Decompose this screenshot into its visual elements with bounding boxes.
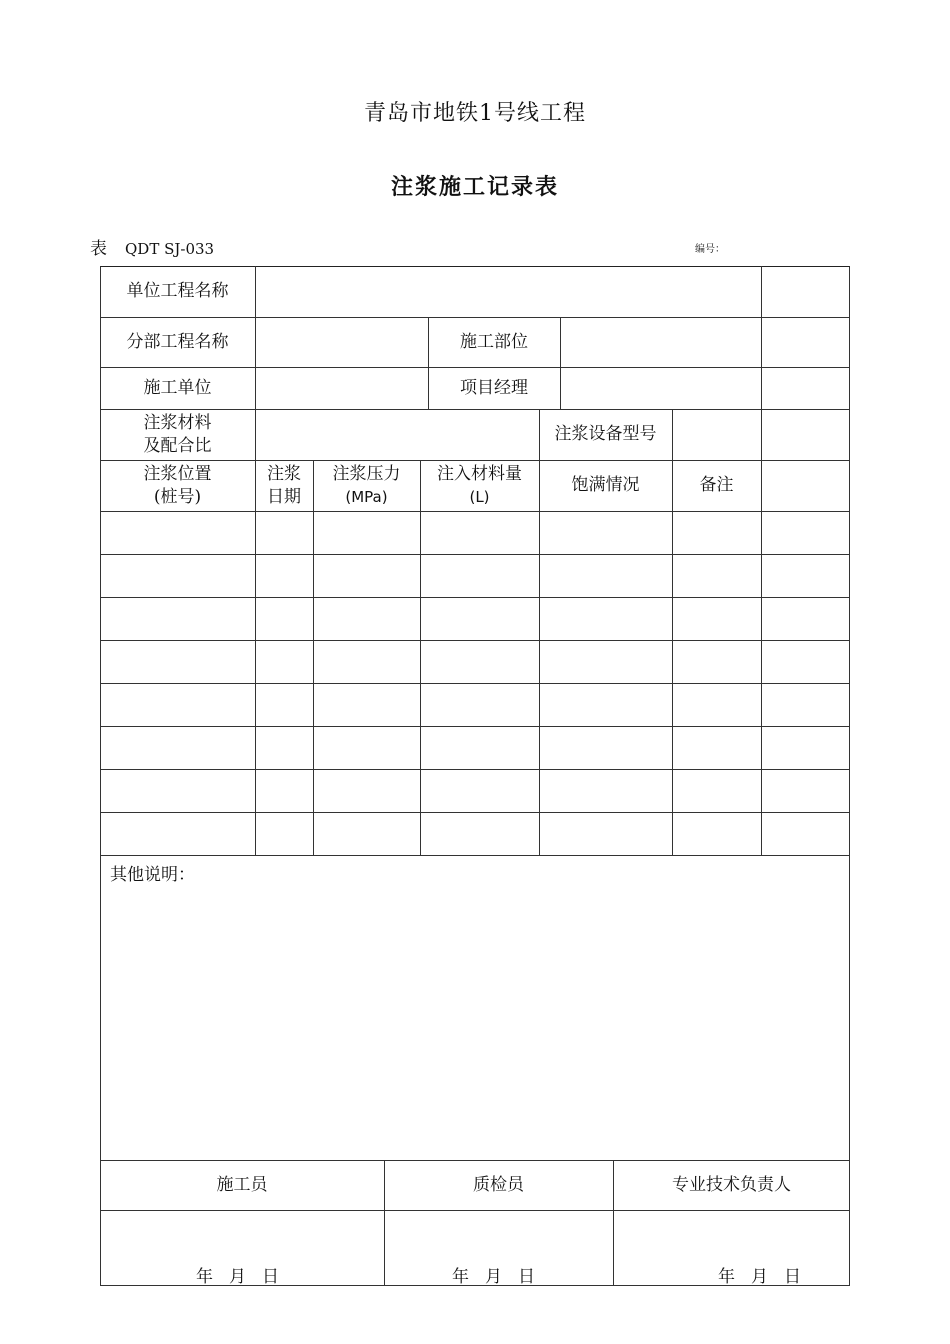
form-title: 注浆施工记录表 [390, 174, 559, 200]
position-header-line2: (桩号) [153, 486, 202, 507]
form-code-value: QDT SJ-033 [125, 240, 215, 258]
construction-part-label: 施工部位 [460, 331, 528, 352]
column-header-remarks: 备注 [699, 475, 734, 495]
form-code-label: 表 [90, 239, 107, 259]
row-divider [100, 855, 850, 856]
row-divider [100, 511, 850, 512]
grout-equipment-model-label: 注浆设备型号 [554, 424, 657, 444]
row-divider [100, 726, 850, 727]
row-divider [100, 1210, 850, 1211]
pressure-header-line2: (MPa) [345, 487, 388, 506]
form-code [90, 234, 214, 259]
sub-project-name-label: 分部工程名称 [126, 331, 229, 352]
column-divider [255, 266, 256, 855]
row-divider [100, 812, 850, 813]
grouting-record-table [100, 266, 850, 1286]
document-title: 青岛市地铁1号线工程 [364, 101, 586, 126]
column-header-volume [420, 460, 539, 511]
grout-material-label-line2: 及配合比 [143, 435, 212, 456]
pressure-header-line1: 注浆压力 [332, 463, 401, 484]
day-label: 日 [518, 1267, 535, 1287]
project-manager-label: 项目经理 [460, 377, 528, 398]
grout-material-label-line1: 注浆材料 [143, 412, 212, 433]
unit-project-name-label: 单位工程名称 [126, 281, 229, 301]
day-label: 日 [784, 1267, 801, 1287]
constructor-label: 施工员 [216, 1174, 268, 1195]
inspector-date [444, 1262, 543, 1287]
column-divider [420, 460, 421, 855]
volume-header-line1: 注入材料量 [437, 463, 522, 484]
row-divider [100, 554, 850, 555]
volume-header-line2: (L) [469, 487, 490, 506]
other-notes-label: 其他说明： [110, 865, 195, 885]
row-divider [100, 769, 850, 770]
year-label: 年 [718, 1267, 735, 1287]
column-divider [761, 266, 762, 855]
construction-unit-label: 施工单位 [143, 377, 212, 398]
tech-lead-date [710, 1262, 809, 1287]
date-header-line1: 注浆 [267, 463, 301, 484]
month-label: 月 [485, 1267, 502, 1287]
month-label: 月 [229, 1267, 246, 1287]
row-divider [100, 683, 850, 684]
grout-material-label [100, 409, 255, 460]
row-divider [100, 597, 850, 598]
year-label: 年 [196, 1267, 213, 1287]
column-divider [313, 460, 314, 855]
serial-number-label: 编号： [695, 244, 725, 255]
column-header-date [255, 460, 313, 511]
inspector-label: 质检员 [473, 1174, 524, 1195]
day-label: 日 [262, 1267, 279, 1287]
row-divider [100, 640, 850, 641]
position-header-line1: 注浆位置 [143, 463, 212, 484]
tech-lead-label: 专业技术负责人 [672, 1174, 791, 1195]
date-header-line2: 日期 [267, 486, 301, 507]
column-header-fullness: 饱满情况 [571, 475, 640, 495]
constructor-date [188, 1262, 287, 1287]
column-divider [560, 317, 561, 409]
year-label: 年 [452, 1267, 469, 1287]
month-label: 月 [751, 1267, 768, 1287]
column-header-position [100, 460, 255, 511]
column-header-pressure [313, 460, 420, 511]
